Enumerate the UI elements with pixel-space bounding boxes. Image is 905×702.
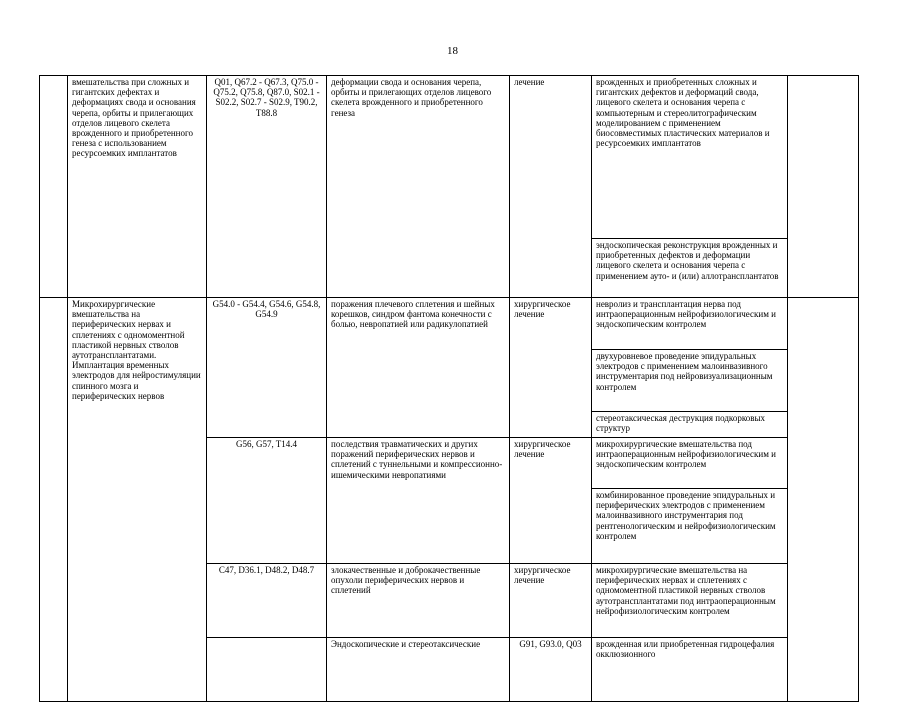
method-cell: двухуровневое проведение эпидуральных электродов с применением малоинвазивного инструментария под нейровизуализационным контролем <box>592 350 788 412</box>
method-cell: стереотаксическая деструкция подкорковых структур <box>592 412 788 438</box>
method-cell: невролиз и трансплантация нерва под интраоперационным нейрофизиологическим и эндоскопическим контролем <box>592 298 788 350</box>
method-cell: эндоскопическая реконструкция врожденных и приобретенных дефектов и деформации лицевого скелета и основания черепа с применением ауто- и (или) аллотрансплантатов <box>592 239 788 298</box>
method-cell: микрохирургические вмешательства под интраоперационным нейрофизиологическим и эндоскопическим контролем <box>592 438 788 489</box>
method-cell: микрохирургические вмешательства на периферических нервах и сплетениях с одномоментной пластикой нервных стволов аутотрансплантатами под интраоперационным нейрофизиологическим контролем <box>592 564 788 638</box>
treatment-type-cell: хирургическое лечение <box>510 438 592 564</box>
procedure-name-cell: вмешательства при сложных и гигантских дефектах и деформациях свода и основания черепа, орбиты и прилегающих отделов лицевого скелета врожденного и приобретенного генеза с использованием ресурсоемких имплантатов <box>68 76 207 298</box>
number-cell <box>40 76 68 298</box>
procedures-table <box>39 75 859 702</box>
number-cell <box>207 638 327 702</box>
treatment-type-cell: хирургическое лечение <box>510 564 592 638</box>
patient-model-cell: деформации свода и основания черепа, орбиты и прилегающих отделов лицевого скелета врожденного и приобретенного генеза <box>327 76 510 298</box>
patient-model-cell: врожденная или приобретенная гидроцефалия окклюзионного <box>592 638 788 702</box>
patient-model-cell: злокачественные и доброкачественные опухоли периферических нервов и сплетений <box>327 564 510 638</box>
patient-model-cell: поражения плечевого сплетения и шейных корешков, синдром фантома конечности с болью, невропатией или радикулопатией <box>327 298 510 438</box>
treatment-type-cell: лечение <box>510 76 592 298</box>
method-cell: врожденных и приобретенных сложных и гигантских дефектов и деформаций свода, лицевого скелета и основания черепа с компьютерным и стереолитографическим моделированием с применением биосовместимых пластических материалов и ресурсоемких имплантатов <box>592 76 788 239</box>
table-row <box>40 298 859 350</box>
table-row <box>40 76 859 239</box>
method-cell: комбинированное проведение эпидуральных и периферических электродов с применением малоинвазивного инструментария под рентгенологическим и нейрофизиологическим контролем <box>592 489 788 564</box>
icd-codes-cell: G54.0 - G54.4, G54.6, G54.8, G54.9 <box>207 298 327 438</box>
cost-cell <box>788 298 859 702</box>
patient-model-cell: последствия травматических и других поражений периферических нервов и сплетений с туннельными и компрессионно-ишемическими невропатиями <box>327 438 510 564</box>
icd-codes-cell: C47, D36.1, D48.2, D48.7 <box>207 564 327 638</box>
procedure-name-cell: Микрохирургические вмешательства на периферических нервах и сплетениях с одномоментной пластикой нервных стволов аутотрансплантатами. Имплантация временных электродов для нейростимуляции спинного мозга и периферических нервов <box>68 298 207 702</box>
icd-codes-cell: Q01, Q67.2 - Q67.3, Q75.0 - Q75.2, Q75.8, Q87.0, S02.1 - S02.2, S02.7 - S02.9, T90.2, T88.8 <box>207 76 327 298</box>
treatment-type-cell: хирургическое лечение <box>510 298 592 438</box>
number-cell <box>40 298 68 702</box>
procedure-name-cell: Эндоскопические и стереотаксические <box>327 638 510 702</box>
icd-codes-cell: G91, G93.0, Q03 <box>510 638 592 702</box>
page-number: 18 <box>447 45 458 57</box>
cost-cell <box>788 76 859 298</box>
icd-codes-cell: G56, G57, T14.4 <box>207 438 327 564</box>
